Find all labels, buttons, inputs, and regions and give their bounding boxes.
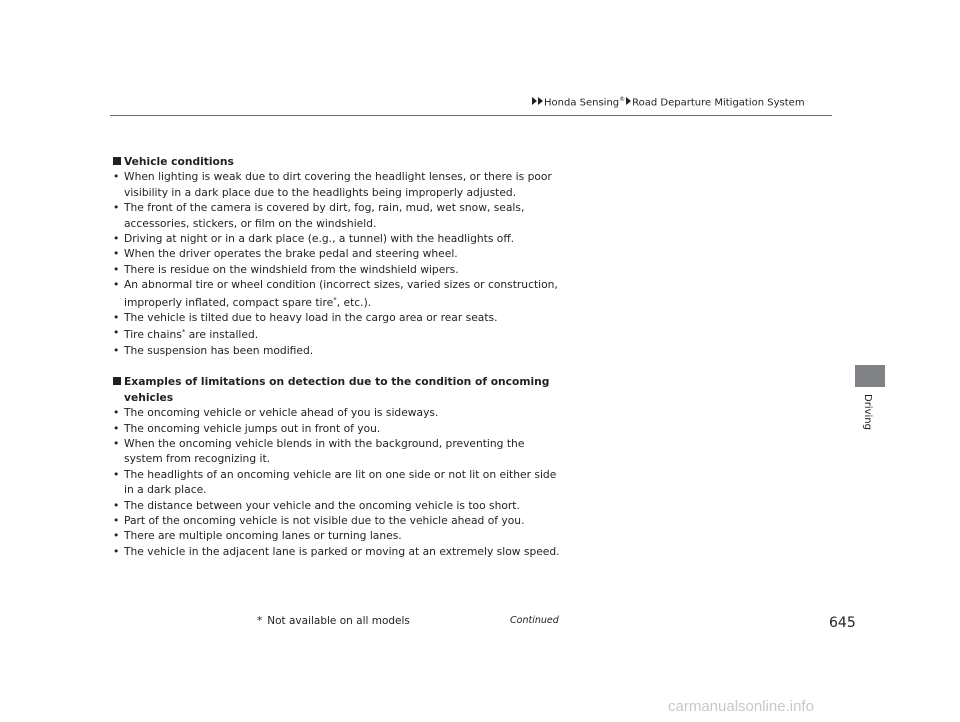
- list-item: • There is residue on the windshield from the windshield wipers.: [113, 262, 459, 276]
- bullet-icon: •: [113, 247, 120, 261]
- list-item: • The headlights of an oncoming vehicle are lit on one side or not lit on either side in a dark place.: [113, 467, 557, 497]
- list-item: • The vehicle in the adjacent lane is parked or moving at an extremely slow speed.: [113, 544, 560, 558]
- breadcrumb-item-honda-sensing: Honda Sensing: [544, 97, 620, 109]
- list-item: • The vehicle is tilted due to heavy load in the cargo area or rear seats.: [113, 311, 498, 325]
- bullet-icon: •: [113, 232, 120, 246]
- bullet-icon: •: [113, 529, 120, 543]
- list-item: • When the oncoming vehicle blends in with the background, preventing the system from recognizing it.: [113, 436, 525, 466]
- list-item: • The distance between your vehicle and the oncoming vehicle is too short.: [113, 498, 520, 512]
- registered-mark: ®: [619, 96, 626, 103]
- chapter-tab-label: Driving: [862, 394, 873, 430]
- main-content: [113, 154, 563, 559]
- square-bullet-icon: [113, 157, 121, 165]
- list-item: • The front of the camera is covered by dirt, fog, rain, mud, wet snow, seals, accessories, stickers, or film on the windshield.: [113, 201, 525, 230]
- list-item: • Part of the oncoming vehicle is not visible due to the vehicle ahead of you.: [113, 513, 525, 527]
- breadcrumb: [532, 93, 805, 109]
- bullet-icon: •: [113, 513, 120, 527]
- list-item: • There are multiple oncoming lanes or turning lanes.: [113, 529, 402, 543]
- section-heading-oncoming-vehicles: [113, 374, 563, 405]
- list-item: • The oncoming vehicle jumps out in front of you.: [113, 421, 381, 435]
- chapter-tab: [855, 365, 885, 387]
- list-item: • Tire chains* are installed.: [113, 326, 259, 342]
- bullet-icon: •: [113, 544, 120, 558]
- section-title: Examples of limitations on detection due to the condition of oncoming vehicles: [124, 375, 550, 404]
- footnote-star: *: [257, 615, 263, 627]
- bullet-icon: •: [113, 262, 120, 276]
- breadcrumb-arrow-icon: [626, 97, 631, 105]
- section-heading-vehicle-conditions: [113, 154, 563, 169]
- list-item: • The suspension has been modified.: [113, 343, 314, 357]
- footnote-text: Not available on all models: [267, 615, 410, 627]
- continued-label: Continued: [510, 615, 559, 626]
- vehicle-conditions-list: [113, 169, 563, 358]
- list-item: • When lighting is weak due to dirt covering the headlight lenses, or there is poor visibility in a dark place due to the headlights being improperly adjusted.: [113, 170, 552, 199]
- footnote-marker: *: [181, 328, 186, 337]
- breadcrumb-item-rdm: Road Departure Mitigation System: [632, 97, 805, 109]
- bullet-icon: •: [113, 421, 120, 435]
- bullet-icon: •: [113, 311, 120, 325]
- bullet-icon: •: [113, 278, 120, 292]
- list-item: • Driving at night or in a dark place (e.g., a tunnel) with the headlights off.: [113, 232, 515, 246]
- breadcrumb-arrow-icon: [538, 97, 543, 105]
- watermark: carmanualsonline.info: [668, 698, 814, 715]
- list-item: • When the driver operates the brake pedal and steering wheel.: [113, 247, 458, 261]
- bullet-icon: •: [113, 406, 120, 420]
- square-bullet-icon: [113, 377, 121, 385]
- section-title: Vehicle conditions: [124, 155, 234, 168]
- bullet-icon: •: [113, 467, 120, 481]
- footnote: [257, 615, 410, 627]
- footnote-marker: *: [333, 295, 337, 304]
- oncoming-vehicles-list: [113, 405, 563, 559]
- list-item: • The oncoming vehicle or vehicle ahead of you is sideways.: [113, 406, 439, 420]
- bullet-icon: •: [113, 498, 120, 512]
- bullet-icon: •: [113, 326, 120, 340]
- breadcrumb-arrow-icon: [532, 97, 537, 105]
- bullet-icon: •: [113, 436, 120, 450]
- bullet-icon: •: [113, 201, 120, 215]
- page-number: 645: [829, 615, 856, 631]
- header-divider: [110, 115, 832, 116]
- bullet-icon: •: [113, 343, 120, 357]
- bullet-icon: •: [113, 170, 120, 184]
- list-item: • An abnormal tire or wheel condition (incorrect sizes, varied sizes or construction, improperly inflated, compact spare tire*, etc.).: [113, 278, 558, 309]
